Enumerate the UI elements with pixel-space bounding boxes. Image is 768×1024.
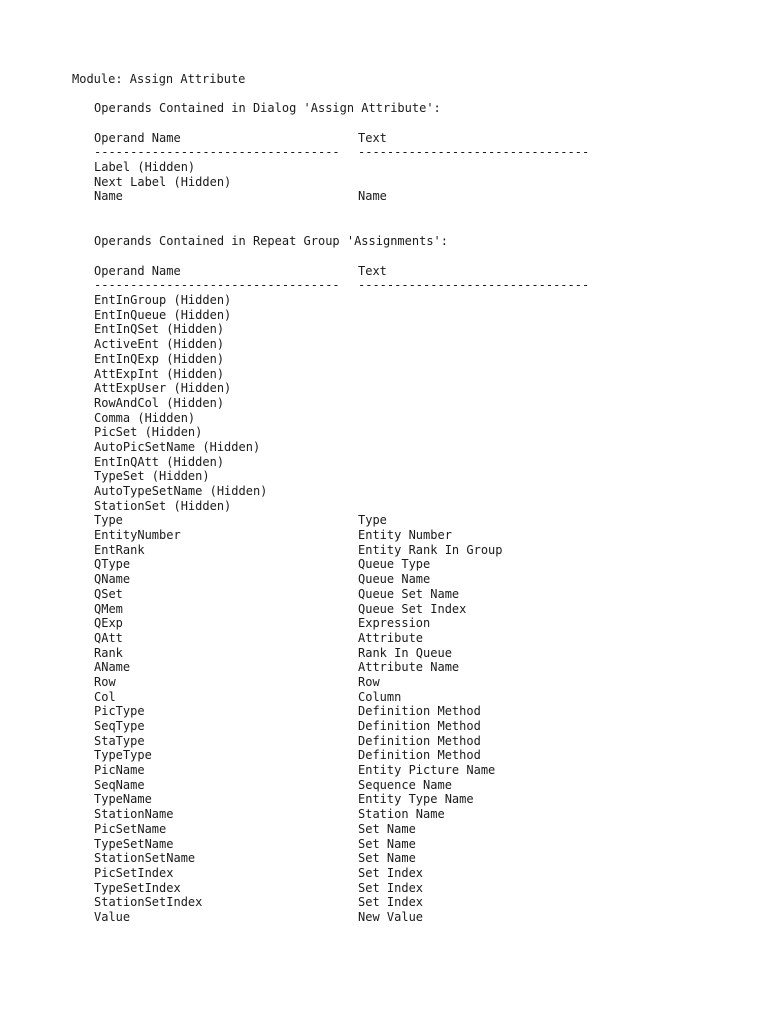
operand-name: EntityNumber bbox=[94, 528, 181, 543]
table-header-row bbox=[94, 131, 694, 146]
operand-text bbox=[358, 293, 694, 308]
table-row bbox=[94, 675, 694, 690]
operand-text: Queue Name bbox=[358, 572, 431, 587]
operand-name: EntInQSet (Hidden) bbox=[94, 322, 225, 337]
operand-text: Definition Method bbox=[358, 704, 481, 719]
table-row bbox=[94, 631, 694, 646]
operand-name: Name bbox=[94, 189, 123, 204]
operand-text bbox=[358, 175, 694, 190]
table-row bbox=[94, 367, 694, 382]
operand-name: AttExpInt (Hidden) bbox=[94, 366, 225, 381]
operand-name: EntInGroup (Hidden) bbox=[94, 293, 232, 308]
table-row bbox=[94, 528, 694, 543]
table-separator bbox=[94, 145, 694, 160]
dialog-operands-section bbox=[94, 101, 694, 204]
operand-name: TypeName bbox=[94, 792, 152, 807]
operand-text: Attribute Name bbox=[358, 660, 460, 675]
operand-text: Column bbox=[358, 689, 402, 704]
table-row bbox=[94, 160, 694, 175]
table-row bbox=[94, 411, 694, 426]
column-header-operand-name: Operand Name bbox=[94, 130, 181, 145]
separator-text: -------------------------------- bbox=[358, 145, 590, 160]
table-row bbox=[94, 513, 694, 528]
operand-name: ActiveEnt (Hidden) bbox=[94, 337, 225, 352]
operand-name: Value bbox=[94, 909, 131, 924]
table-row bbox=[94, 557, 694, 572]
table-row bbox=[94, 455, 694, 470]
table-header-row bbox=[94, 264, 694, 279]
table-row bbox=[94, 660, 694, 675]
dialog-section-heading: Operands Contained in Dialog 'Assign Attribute': bbox=[94, 101, 441, 115]
module-title: Module: Assign Attribute bbox=[72, 72, 246, 86]
operand-name: QName bbox=[94, 572, 131, 587]
table-row bbox=[94, 587, 694, 602]
operand-name: SeqType bbox=[94, 719, 145, 733]
table-row bbox=[94, 308, 694, 323]
repeat-rows bbox=[94, 293, 694, 925]
operand-name: QMem bbox=[94, 601, 123, 616]
operand-text: Rank In Queue bbox=[358, 645, 452, 660]
operand-text: Set Index bbox=[358, 880, 424, 895]
operand-name: TypeType bbox=[94, 748, 152, 763]
operand-text bbox=[358, 367, 694, 382]
operand-text: New Value bbox=[358, 909, 424, 924]
operand-text bbox=[358, 396, 694, 411]
operand-name: QSet bbox=[94, 586, 123, 601]
separator-name: ---------------------------------- bbox=[94, 278, 340, 293]
operand-name: Col bbox=[94, 689, 116, 704]
table-row bbox=[94, 646, 694, 661]
operand-name: Type bbox=[94, 513, 123, 528]
operand-name: PicSetName bbox=[94, 821, 167, 836]
table-row bbox=[94, 440, 694, 455]
table-row bbox=[94, 543, 694, 558]
table-row bbox=[94, 381, 694, 396]
table-row bbox=[94, 175, 694, 190]
operand-text: Expression bbox=[358, 616, 431, 631]
operand-text: Definition Method bbox=[358, 719, 481, 733]
operand-text bbox=[358, 484, 694, 499]
operand-text: Set Name bbox=[358, 836, 416, 851]
operand-name: StationName bbox=[94, 807, 174, 822]
operand-text: Entity Type Name bbox=[358, 792, 474, 807]
operand-name: StaType bbox=[94, 733, 145, 748]
column-header-text: Text bbox=[358, 263, 387, 278]
operand-name: StationSetIndex bbox=[94, 895, 203, 910]
operand-text bbox=[358, 469, 694, 484]
operand-name: PicSet (Hidden) bbox=[94, 425, 203, 440]
separator-text: -------------------------------- bbox=[358, 278, 590, 293]
table-separator bbox=[94, 278, 694, 293]
operand-text: Queue Set Index bbox=[358, 601, 467, 616]
table-row bbox=[94, 704, 694, 719]
table-row bbox=[94, 352, 694, 367]
operand-name: TypeSetIndex bbox=[94, 880, 181, 895]
table-row bbox=[94, 484, 694, 499]
operand-text: Set Index bbox=[358, 895, 424, 910]
operand-text: Set Index bbox=[358, 865, 424, 880]
column-header-operand-name: Operand Name bbox=[94, 263, 181, 278]
table-row bbox=[94, 734, 694, 749]
operand-text: Definition Method bbox=[358, 748, 481, 763]
table-row bbox=[94, 778, 694, 793]
operand-name: Rank bbox=[94, 645, 123, 660]
operand-text: Type bbox=[358, 513, 387, 528]
operand-name: StationSetName bbox=[94, 851, 196, 866]
table-row bbox=[94, 293, 694, 308]
operand-text bbox=[358, 160, 694, 175]
operand-text: Name bbox=[358, 189, 387, 204]
operand-text: Station Name bbox=[358, 807, 445, 822]
table-row bbox=[94, 572, 694, 587]
operand-name: TypeSetName bbox=[94, 836, 174, 851]
table-row bbox=[94, 895, 694, 910]
operand-name: SeqName bbox=[94, 777, 145, 792]
table-row bbox=[94, 822, 694, 837]
operand-text bbox=[358, 322, 694, 337]
operand-name: AutoPicSetName (Hidden) bbox=[94, 439, 261, 454]
operand-name: AutoTypeSetName (Hidden) bbox=[94, 484, 268, 498]
operand-text bbox=[358, 440, 694, 455]
operand-text: Entity Picture Name bbox=[358, 763, 496, 778]
operand-text bbox=[358, 381, 694, 396]
operand-name: PicType bbox=[94, 704, 145, 719]
repeat-section-heading: Operands Contained in Repeat Group 'Assignments': bbox=[94, 234, 449, 248]
table-row bbox=[94, 866, 694, 881]
operand-name: Row bbox=[94, 674, 116, 689]
table-row bbox=[94, 837, 694, 852]
table-row bbox=[94, 499, 694, 514]
operand-name: EntRank bbox=[94, 542, 145, 557]
column-header-text: Text bbox=[358, 130, 387, 145]
operand-name: Comma (Hidden) bbox=[94, 410, 196, 425]
operand-text: Row bbox=[358, 674, 380, 689]
operand-text: Queue Set Name bbox=[358, 586, 460, 601]
table-row bbox=[94, 792, 694, 807]
separator-name: ---------------------------------- bbox=[94, 145, 340, 160]
operand-text: Definition Method bbox=[358, 733, 481, 748]
table-row bbox=[94, 322, 694, 337]
table-row bbox=[94, 189, 694, 204]
operand-text: Entity Number bbox=[358, 528, 452, 543]
operand-name: TypeSet (Hidden) bbox=[94, 469, 210, 484]
table-row bbox=[94, 748, 694, 763]
operand-text bbox=[358, 411, 694, 426]
operand-text bbox=[358, 337, 694, 352]
operand-name: EntInQExp (Hidden) bbox=[94, 351, 225, 366]
repeat-operands-table bbox=[94, 264, 694, 925]
table-row bbox=[94, 851, 694, 866]
operand-text: Queue Type bbox=[358, 557, 431, 572]
table-row bbox=[94, 690, 694, 705]
table-row bbox=[94, 719, 694, 734]
repeat-group-operands-section bbox=[94, 234, 694, 925]
operand-text bbox=[358, 455, 694, 470]
operand-text bbox=[358, 352, 694, 367]
operand-name: RowAndCol (Hidden) bbox=[94, 395, 225, 410]
operand-text: Sequence Name bbox=[358, 777, 452, 792]
operand-text bbox=[358, 425, 694, 440]
operand-name: QAtt bbox=[94, 630, 123, 645]
table-row bbox=[94, 396, 694, 411]
operand-name: PicName bbox=[94, 763, 145, 778]
table-row bbox=[94, 881, 694, 896]
operand-name: AName bbox=[94, 660, 131, 675]
operand-name: EntInQueue (Hidden) bbox=[94, 307, 232, 322]
dialog-rows bbox=[94, 160, 694, 204]
table-row bbox=[94, 910, 694, 925]
table-row bbox=[94, 425, 694, 440]
table-row bbox=[94, 602, 694, 617]
operand-text: Set Name bbox=[358, 821, 416, 836]
table-row bbox=[94, 807, 694, 822]
operand-text bbox=[358, 308, 694, 323]
operand-name: StationSet (Hidden) bbox=[94, 498, 232, 513]
operand-text: Attribute bbox=[358, 630, 424, 645]
operand-name: QType bbox=[94, 557, 131, 572]
table-row bbox=[94, 763, 694, 778]
operand-text: Set Name bbox=[358, 851, 416, 866]
operand-text: Entity Rank In Group bbox=[358, 542, 503, 557]
table-row bbox=[94, 469, 694, 484]
table-row bbox=[94, 337, 694, 352]
table-row bbox=[94, 616, 694, 631]
operand-text bbox=[358, 499, 694, 514]
dialog-operands-table bbox=[94, 131, 694, 204]
operand-name: QExp bbox=[94, 616, 123, 631]
operand-name: Label (Hidden) bbox=[94, 160, 196, 175]
operand-name: Next Label (Hidden) bbox=[94, 174, 232, 189]
operand-name: PicSetIndex bbox=[94, 865, 174, 880]
operand-name: EntInQAtt (Hidden) bbox=[94, 454, 225, 469]
operand-name: AttExpUser (Hidden) bbox=[94, 381, 232, 396]
